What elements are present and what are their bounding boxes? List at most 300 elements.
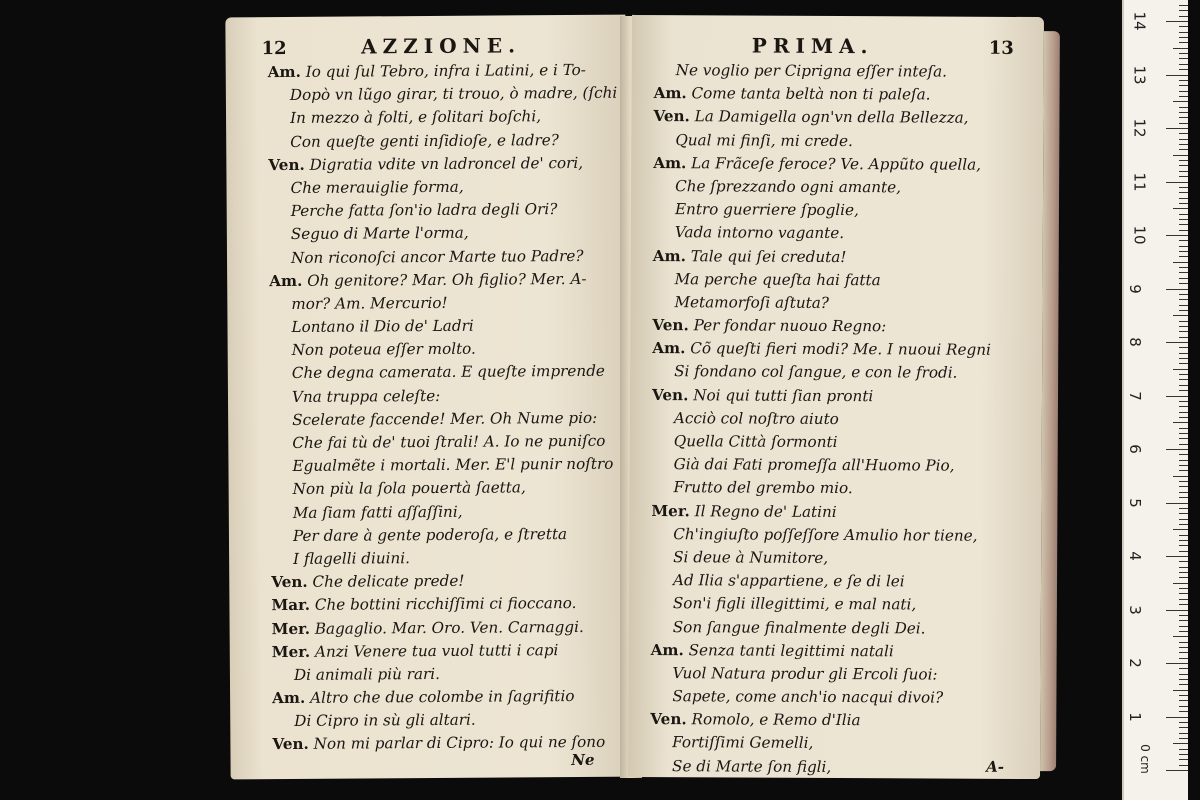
line-text: Il Regno de' Latini (694, 501, 837, 521)
line-text: Che bottini ricchiſſimi ci fioccano. (314, 594, 577, 615)
text-line (630, 407, 1042, 432)
line-text: I flagelli diuini. (293, 549, 410, 568)
ruler-tick (1179, 695, 1188, 696)
speaker-label: Am. (653, 153, 687, 172)
text-line (228, 406, 628, 432)
left-page (225, 15, 630, 780)
text-line (229, 476, 629, 502)
ruler-tick (1179, 647, 1188, 648)
text-line (630, 360, 1042, 385)
line-text: Egualmẽte i mortali. Mer. E'l punir noſtro (292, 454, 614, 476)
line-text: Non riconoſci ancor Marte tuo Padre? (290, 246, 584, 267)
ruler-tick (1179, 198, 1188, 199)
ruler-number: 6 (1125, 444, 1144, 454)
text-line (630, 430, 1042, 455)
text-line (631, 175, 1043, 200)
ruler-tick (1179, 759, 1188, 760)
line-text: Cõ queſti fieri modi? Me. I nuoui Regni (690, 339, 991, 360)
ruler-tick (1179, 642, 1188, 643)
ruler-tick (1166, 128, 1188, 129)
ruler-tick (1179, 706, 1188, 707)
text-line (226, 105, 626, 131)
text-line (628, 685, 1040, 710)
line-text: Son ſangue finalmente degli Dei. (672, 617, 926, 637)
ruler-tick (1179, 711, 1188, 712)
ruler-tick (1179, 428, 1188, 429)
ruler-tick (1179, 160, 1188, 161)
text-line (631, 221, 1043, 246)
ruler-tick (1179, 486, 1188, 487)
ruler-tick (1179, 10, 1188, 11)
ruler-tick (1166, 396, 1188, 397)
ruler-tick (1179, 123, 1188, 124)
speaker-label: Mer. (271, 642, 311, 661)
text-line (228, 360, 628, 386)
ruler-tick (1173, 422, 1188, 423)
ruler-tick (1166, 717, 1188, 718)
line-text: Vuol Natura produr gli Ercoli ſuoi: (672, 664, 938, 684)
ruler-tick (1179, 144, 1188, 145)
line-text: Ne voglio per Ciprigna eſſer inteſa. (675, 61, 948, 81)
text-line (227, 290, 627, 316)
ruler-tick (1179, 331, 1188, 332)
text-line (629, 592, 1041, 617)
ruler-tick (1179, 700, 1188, 701)
ruler-tick (1179, 588, 1188, 589)
text-line (630, 337, 1042, 362)
ruler-number: 3 (1125, 604, 1144, 615)
ruler-tick (1179, 272, 1188, 273)
right-page-text (628, 57, 1044, 780)
ruler-tick (1179, 171, 1188, 172)
ruler-tick (1179, 652, 1188, 653)
open-book (228, 16, 1058, 778)
ruler-number: 12 (1130, 118, 1149, 138)
speaker-label: Am. (269, 271, 303, 290)
ruler-tick (1179, 321, 1188, 322)
ruler-tick (1179, 727, 1188, 728)
text-line (629, 546, 1041, 571)
line-text: La Damigella ogn'vn della Bellezza, (694, 107, 969, 128)
ruler-tick (1179, 267, 1188, 268)
ruler-number: 11 (1130, 171, 1149, 192)
ruler-tick (1179, 401, 1188, 402)
ruler-number: 8 (1125, 337, 1144, 347)
ruler-tick (1179, 80, 1188, 81)
ruler-tick (1179, 16, 1188, 17)
ruler-tick (1179, 631, 1188, 632)
ruler-tick (1179, 572, 1188, 573)
ruler-tick (1179, 251, 1188, 252)
ruler-tick (1179, 5, 1188, 6)
ruler-tick (1179, 460, 1188, 461)
ruler-tick (1179, 492, 1188, 493)
ruler-number: 13 (1130, 64, 1149, 85)
text-line (229, 522, 629, 548)
ruler-tick (1166, 21, 1188, 22)
line-text: Ma perche queſta hai fatta (674, 269, 881, 289)
line-text: Frutto del grembo mio. (673, 478, 853, 498)
ruler-tick (1179, 107, 1188, 108)
ruler-tick (1166, 503, 1188, 504)
text-line (629, 499, 1041, 524)
ruler-tick (1173, 369, 1188, 370)
ruler-tick (1179, 684, 1188, 685)
ruler-tick (1179, 246, 1188, 247)
line-text: Bagaglio. Mar. Oro. Ven. Carnaggi. (314, 617, 584, 638)
ruler-tick (1179, 278, 1188, 279)
ruler-tick (1179, 561, 1188, 562)
ruler-tick (1173, 743, 1188, 744)
left-page-number: 12 (261, 37, 287, 60)
line-text: Non più la ſola pouertà ſaetta, (292, 478, 526, 499)
ruler-tick (1173, 636, 1188, 637)
ruler-tick (1173, 690, 1188, 691)
line-text: Di animali più rari. (293, 664, 441, 684)
text-line (631, 128, 1043, 153)
ruler-tick (1166, 289, 1188, 290)
line-text: Digratia vdite vn ladroncel de' cori, (309, 153, 584, 174)
ruler-tick (1179, 540, 1188, 541)
line-text: Per dare à gente poderoſa, e ſtretta (292, 524, 568, 545)
ruler-tick (1179, 551, 1188, 552)
ruler-tick (1166, 556, 1188, 557)
text-line (631, 244, 1043, 269)
line-text: Si fondano col ſangue, e con le frodi. (674, 362, 958, 383)
line-text: Anzi Venere tua vuol tutti i capi (314, 640, 559, 661)
text-line (228, 453, 628, 479)
line-text: Romolo, e Remo d'Ilia (691, 710, 861, 730)
left-page-text (226, 57, 631, 757)
ruler-tick (1173, 529, 1188, 530)
ruler-tick (1179, 230, 1188, 231)
ruler-tick (1166, 770, 1188, 771)
text-line (227, 244, 627, 270)
ruler-tick (1179, 256, 1188, 257)
ruler-tick (1173, 583, 1188, 584)
text-line (226, 151, 626, 177)
ruler-number: 10 (1130, 225, 1149, 245)
line-text: Quella Città ſormonti (673, 432, 838, 452)
ruler-tick (1166, 235, 1188, 236)
speaker-label: Am. (652, 246, 686, 265)
line-text: Oh genitore? Mar. Oh figlio? Mer. A- (307, 269, 587, 290)
ruler-tick (1179, 444, 1188, 445)
ruler-tick (1179, 379, 1188, 380)
right-page (628, 15, 1044, 779)
ruler-tick (1179, 165, 1188, 166)
ruler-tick (1179, 658, 1188, 659)
speaker-label: Am. (652, 339, 686, 358)
text-line (631, 105, 1043, 130)
ruler-tick (1179, 722, 1188, 723)
text-line (629, 615, 1041, 640)
ruler-unit-label: 0 cm (1137, 744, 1152, 774)
speaker-label: Am. (272, 688, 306, 708)
text-line (230, 638, 630, 664)
line-text: Fortiſſimi Gemelli, (672, 733, 814, 753)
line-text: Che ſprezzando ogni amante, (675, 177, 902, 197)
ruler-tick (1179, 139, 1188, 140)
ruler-tick (1179, 214, 1188, 215)
ruler-tick (1179, 117, 1188, 118)
ruler-tick (1179, 406, 1188, 407)
text-line (227, 198, 627, 224)
text-line (230, 685, 630, 711)
line-text: Che delicate prede! (312, 571, 465, 591)
ruler-tick (1179, 283, 1188, 284)
line-text: Che fai tù de' tuoi ſtrali! A. Io ne puniſco (292, 431, 606, 452)
ruler-number: 7 (1125, 390, 1144, 401)
ruler-number: 5 (1125, 497, 1144, 508)
ruler-number: 2 (1125, 658, 1144, 668)
text-line (226, 175, 626, 201)
ruler-tick (1179, 765, 1188, 766)
ruler-tick (1179, 133, 1188, 134)
text-line (631, 152, 1043, 177)
left-running-head: AZZIONE. (360, 33, 522, 59)
right-page-header (632, 15, 1044, 59)
ruler-tick (1179, 69, 1188, 70)
ruler-tick (1179, 438, 1188, 439)
text-line (629, 639, 1041, 664)
line-text: Acciò col noſtro aiuto (673, 408, 839, 428)
text-line (226, 59, 626, 85)
text-line (229, 499, 629, 525)
text-line (629, 569, 1041, 594)
ruler-tick (1179, 363, 1188, 364)
line-text: Ch'ingiuſto poſſeſſore Amulio hor tiene, (673, 524, 978, 545)
ruler-number: 4 (1125, 551, 1144, 561)
ruler-tick (1179, 37, 1188, 38)
line-text: Non poteua eſſer molto. (291, 339, 476, 360)
text-line (230, 615, 630, 641)
speaker-label: Ven. (268, 155, 305, 174)
ruler-tick (1173, 155, 1188, 156)
ruler-tick (1179, 412, 1188, 413)
speaker-label: Mer. (271, 619, 311, 638)
text-line (228, 430, 628, 456)
ruler-tick (1179, 668, 1188, 669)
text-line (629, 523, 1041, 548)
line-text: Sapete, come anch'io nacqui divoi? (672, 687, 944, 707)
ruler-tick (1179, 353, 1188, 354)
line-text: Io qui ſul Tebro, infra i Latini, e i To- (305, 60, 586, 81)
ruler-tick (1179, 374, 1188, 375)
text-line (226, 82, 626, 108)
ruler-tick (1179, 58, 1188, 59)
right-page-number: 13 (988, 37, 1014, 59)
ruler-tick (1166, 342, 1188, 343)
ruler-tick (1166, 449, 1188, 450)
text-line (229, 592, 629, 618)
line-text: Si deue à Numitore, (673, 548, 829, 567)
ruler-tick (1179, 96, 1188, 97)
ruler-tick (1179, 577, 1188, 578)
ruler-tick (1173, 262, 1188, 263)
ruler-tick (1179, 53, 1188, 54)
ruler-tick (1179, 615, 1188, 616)
ruler-tick (1179, 112, 1188, 113)
speaker-label: Ven. (653, 107, 690, 126)
text-line (227, 221, 627, 247)
left-page-header (225, 15, 625, 60)
ruler-tick (1166, 182, 1188, 183)
text-line (630, 453, 1042, 478)
ruler-tick (1173, 476, 1188, 477)
ruler-tick (1179, 219, 1188, 220)
ruler-tick (1179, 347, 1188, 348)
line-text: Se di Marte ſon figli, (672, 756, 832, 776)
text-line (631, 198, 1043, 223)
line-text: Non mi parlar di Cipro: Io qui ne ſono (313, 733, 606, 754)
ruler-tick (1179, 470, 1188, 471)
ruler-tick (1179, 224, 1188, 225)
text-line (227, 267, 627, 293)
ruler-tick (1179, 519, 1188, 520)
text-line (629, 476, 1041, 501)
ruler-tick (1173, 101, 1188, 102)
line-text: Che degna camerata. E queſte imprende (291, 362, 605, 383)
speaker-label: Ven. (652, 316, 689, 335)
ruler-tick (1179, 679, 1188, 680)
line-text: Di Cipro in sù gli altari. (294, 710, 476, 731)
line-text: Perche fatta ſon'io ladra degli Ori? (290, 200, 558, 221)
line-text: Vada intorno vagante. (674, 223, 845, 243)
ruler-number: 1 (1125, 711, 1144, 722)
ruler-tick (1179, 294, 1188, 295)
ruler-tick (1179, 620, 1188, 621)
line-text: Tale qui ſei creduta! (690, 246, 847, 266)
ruler-tick (1179, 626, 1188, 627)
right-catchword: A- (986, 757, 1005, 776)
ruler-tick (1179, 64, 1188, 65)
ruler-tick (1179, 385, 1188, 386)
ruler-tick (1179, 299, 1188, 300)
line-text: Noi qui tutti ſian pronti (693, 385, 874, 405)
text-line (226, 128, 626, 154)
line-text: Lontano il Dio de' Ladri (291, 316, 474, 337)
line-text: Altro che due colombe in ſagrifitio (310, 687, 575, 707)
text-line (230, 661, 630, 687)
ruler-tick (1173, 208, 1188, 209)
speaker-label: Am. (653, 84, 687, 103)
ruler-tick (1179, 754, 1188, 755)
speaker-label: Mer. (651, 501, 690, 520)
speaker-label: Am. (267, 62, 301, 82)
line-text: Qual mi finſi, mi crede. (675, 130, 853, 150)
ruler-tick (1179, 417, 1188, 418)
ruler-tick (1166, 663, 1188, 664)
text-line (628, 731, 1040, 756)
ruler-tick (1179, 149, 1188, 150)
ruler-tick (1179, 240, 1188, 241)
ruler-tick (1179, 535, 1188, 536)
speaker-label: Ven. (651, 385, 689, 404)
ruler-tick (1179, 599, 1188, 600)
ruler-tick (1179, 465, 1188, 466)
text-line (227, 314, 627, 340)
line-text: In mezzo à folti, e ſolitari boſchi, (289, 107, 542, 128)
page-edges (1040, 31, 1060, 771)
line-text: Ad Ilia s'appartiene, e ſe di lei (672, 571, 905, 591)
ruler-tick (1179, 91, 1188, 92)
line-text: La Frãceſe feroce? Ve. Appũto quella, (691, 153, 982, 174)
text-line (230, 708, 630, 734)
ruler-number: 14 (1130, 11, 1149, 31)
speaker-label: Ven. (271, 572, 308, 592)
ruler-tick (1179, 358, 1188, 359)
ruler-tick (1179, 305, 1188, 306)
ruler-tick (1179, 433, 1188, 434)
ruler-tick (1179, 42, 1188, 43)
text-line (630, 314, 1042, 339)
speaker-label: Mar. (271, 596, 311, 615)
speaker-label: Am. (650, 640, 684, 659)
ruler-tick (1179, 481, 1188, 482)
ruler-tick (1179, 513, 1188, 514)
ruler-tick (1173, 315, 1188, 316)
ruler-tick (1179, 497, 1188, 498)
line-text: Già dai Fati promeſſa all'Huomo Pio, (673, 455, 955, 475)
line-text: Seguo di Marte l'orma, (290, 224, 469, 244)
text-line (631, 268, 1043, 293)
ruler-tick (1166, 610, 1188, 611)
ruler-tick (1179, 749, 1188, 750)
ruler-tick (1166, 75, 1188, 76)
ruler-tick (1179, 326, 1188, 327)
measuring-ruler (1122, 0, 1188, 800)
ruler-tick (1179, 85, 1188, 86)
line-text: Son'i figli illegittimi, e mal nati, (672, 594, 917, 614)
text-line (628, 708, 1040, 733)
line-text: Senza tanti legittimi natali (688, 640, 894, 660)
speaker-label: Ven. (272, 735, 309, 754)
line-text: Entro guerriere ſpoglie, (674, 200, 859, 220)
line-text: Con queſte genti inſidioſe, e ladre? (290, 130, 559, 151)
line-text: Che merauiglie forma, (290, 177, 464, 197)
right-running-head: PRIMA. (751, 33, 874, 59)
line-text: Scelerate faccende! Mer. Oh Nume pio: (292, 408, 598, 429)
ruler-tick (1179, 310, 1188, 311)
ruler-tick (1179, 508, 1188, 509)
text-line (229, 546, 629, 572)
line-text: Per fondar nuouo Regno: (693, 316, 887, 336)
ruler-tick (1179, 545, 1188, 546)
text-line (632, 59, 1044, 84)
ruler-tick (1179, 203, 1188, 204)
ruler-tick (1179, 337, 1188, 338)
line-text: Come tanta beltà non ti paleſa. (691, 84, 931, 104)
ruler-tick (1179, 604, 1188, 605)
line-text: Metamorfoſi aſtuta? (674, 293, 829, 312)
speaker-label: Ven. (650, 710, 687, 729)
ruler-tick (1179, 26, 1188, 27)
ruler-tick (1173, 48, 1188, 49)
text-line (228, 337, 628, 363)
ruler-tick (1179, 192, 1188, 193)
line-text: mor? Am. Mercurio! (291, 293, 448, 313)
text-line (630, 291, 1042, 316)
ruler-tick (1179, 674, 1188, 675)
ruler-number: 9 (1125, 283, 1144, 294)
text-line (632, 82, 1044, 107)
ruler-tick (1179, 454, 1188, 455)
ruler-tick (1179, 187, 1188, 188)
text-line (230, 731, 630, 757)
ruler-tick (1179, 733, 1188, 734)
ruler-tick (1179, 738, 1188, 739)
